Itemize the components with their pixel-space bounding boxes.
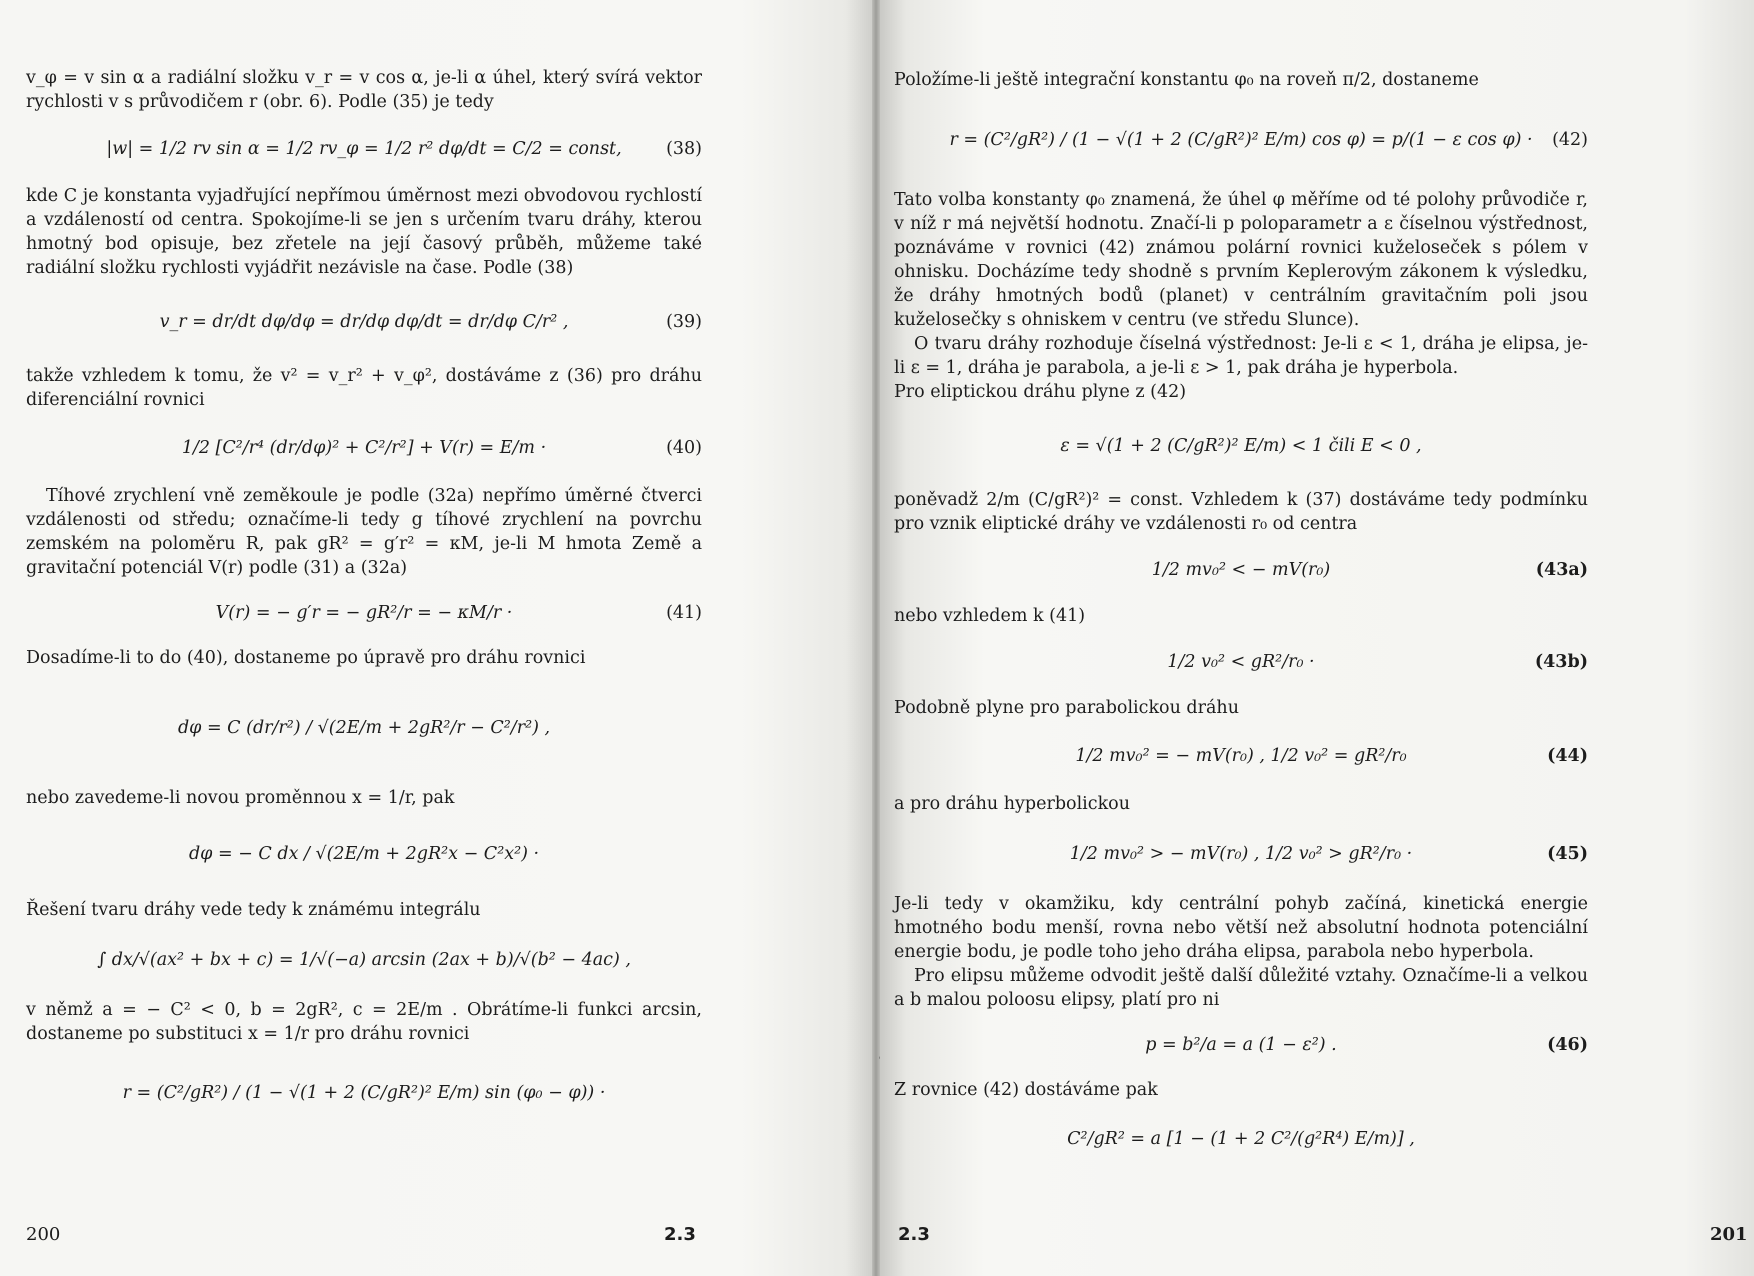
right-p11: Z rovnice (42) dostáváme pak: [894, 1080, 1158, 1100]
equation-epsilon-formula: ε = √(1 + 2 (C/gR²)² E/m) < 1 čili E < 0 ,: [1060, 436, 1422, 456]
equation-46-number: (46): [1547, 1035, 1588, 1055]
equation-46: [894, 1018, 1588, 1072]
equation-44-formula: 1/2 mv₀² = − mV(r₀) , 1/2 v₀² = gR²/r₀: [1075, 746, 1407, 766]
equation-46-formula: p = b²/a = a (1 − ε²) .: [1145, 1035, 1337, 1055]
right-p1: Položíme-li ještě integrační konstantu φ₀ na roveň π/2, dostaneme: [894, 70, 1479, 90]
equation-45-formula: 1/2 mv₀² > − mV(r₀) , 1/2 v₀² > gR²/r₀ ·: [1069, 844, 1413, 864]
equation-43a-formula: 1/2 mv₀² < − mV(r₀): [1151, 560, 1331, 580]
right-column: [894, 68, 1588, 1176]
right-p3: O tvaru dráhy rozhoduje číselná výstřednost: Je-li ε < 1, dráha je elipsa, je-li ε = 1, dráha je parabola, a je-li ε > 1, pak dráha je hyperbola.: [894, 334, 1588, 378]
left-section-number: 2.3: [664, 1224, 696, 1245]
equation-44: [894, 726, 1588, 786]
equation-43b-number: (43b): [1534, 652, 1588, 672]
equation-41: [26, 586, 702, 640]
equation-42-formula: r = (C²/gR²) / (1 − √(1 + 2 (C/gR²)² E/m) cos φ) = p/(1 − ε cos φ) ·: [949, 130, 1533, 150]
right-p8: a pro dráhu hyperbolickou: [894, 794, 1130, 814]
equation-42-number: (42): [1552, 130, 1588, 150]
left-p5: Dosadíme-li to do (40), dostaneme po úpravě pro dráhu rovnici: [26, 648, 586, 668]
equation-43a: [894, 542, 1588, 598]
equation-39-formula: v_r = dr/dt dφ/dφ = dr/dφ dφ/dt = dr/dφ C/r² ,: [159, 312, 569, 332]
equation-38-formula: |w| = 1/2 rv sin α = 1/2 rv_φ = 1/2 r² dφ/dt = C/2 = const,: [106, 139, 622, 159]
equation-44-number: (44): [1547, 746, 1588, 766]
equation-42: [894, 98, 1588, 182]
equation-39: [26, 286, 702, 358]
equation-dphi-2-formula: dφ = − C dx / √(2E/m + 2gR²x − C²x²) ·: [188, 844, 540, 864]
equation-integral-formula: ∫ dx/√(ax² + bx + c) = 1/√(−a) arcsin (2ax + b)/√(b² − 4ac) ,: [97, 950, 631, 970]
right-p6: nebo vzhledem k (41): [894, 606, 1086, 626]
equation-41-formula: V(r) = − g′r = − gR²/r = − κM/r ·: [215, 603, 513, 623]
left-page-number: 200: [26, 1224, 61, 1245]
left-p3: takže vzhledem k tomu, že v² = v_r² + v_φ², dostáváme z (36) pro dráhu diferenciální rovnici: [26, 366, 702, 410]
right-p7: Podobně plyne pro parabolickou dráhu: [894, 698, 1239, 718]
equation-45-number: (45): [1547, 844, 1588, 864]
equation-40: [26, 418, 702, 478]
left-p7: Řešení tvaru dráhy vede tedy k známému integrálu: [26, 900, 481, 920]
equation-dphi-1: [26, 676, 702, 780]
equation-43b: [894, 634, 1588, 690]
right-page-number: 201: [1710, 1224, 1748, 1245]
right-p9: Je-li tedy v okamžiku, kdy centrální pohyb začíná, kinetická energie hmotného bodu menší, rovna nebo větší než absolutní hodnota potenciální energie bodu, je podle toho jeho dráha elipsa, parabola nebo hyperbola.: [894, 894, 1588, 962]
left-p6: nebo zavedeme-li novou proměnnou x = 1/r, pak: [26, 788, 455, 808]
equation-dphi-1-formula: dφ = C (dr/r²) / √(2E/m + 2gR²/r − C²/r²) ,: [177, 718, 551, 738]
bleed-through-margin: [1664, 60, 1754, 1220]
equation-r-sin-formula: r = (C²/gR²) / (1 − √(1 + 2 (C/gR²)² E/m) sin (φ₀ − φ)) ·: [122, 1083, 606, 1103]
equation-38-number: (38): [666, 139, 702, 159]
equation-last: [894, 1108, 1588, 1170]
right-section-number: 2.3: [898, 1224, 930, 1245]
equation-40-number: (40): [666, 438, 702, 458]
left-p8: v němž a = − C² < 0, b = 2gR², c = 2E/m . Obrátíme-li funkci arcsin, dostaneme po substituci x = 1/r pro dráhu rovnici: [26, 1000, 702, 1044]
left-p4: Tíhové zrychlení vně zeměkoule je podle (32a) nepřímo úměrné čtverci vzdálenosti od středu; označíme-li tedy g tíhové zrychlení na povrchu zemském na poloměru R, pak gR² = g′r² = κM, je-li M hmota Země a gravitační potenciál V(r) podle (31) a (32a): [26, 486, 702, 578]
left-column: [26, 66, 702, 1140]
equation-40-formula: 1/2 [C²/r⁴ (dr/dφ)² + C²/r²] + V(r) = E/m ·: [181, 438, 547, 458]
equation-45: [894, 822, 1588, 886]
right-page: [880, 0, 1754, 1276]
equation-last-formula: C²/gR² = a [1 − (1 + 2 C²/(g²R⁴) E/m)] ,: [1067, 1129, 1415, 1149]
equation-integral: [26, 928, 702, 992]
equation-41-number: (41): [666, 603, 702, 623]
equation-epsilon: [894, 410, 1588, 482]
equation-38: [26, 120, 702, 178]
left-p1: v_φ = v sin α a radiální složku v_r = v cos α, je-li α úhel, který svírá vektor rychlosti v s průvodičem r (obr. 6). Podle (35) je tedy: [26, 68, 702, 112]
equation-43b-formula: 1/2 v₀² < gR²/r₀ ·: [1167, 652, 1315, 672]
equation-r-sin: [26, 1052, 702, 1134]
right-p4: Pro eliptickou dráhu plyne z (42): [894, 382, 1187, 402]
right-p2: Tato volba konstanty φ₀ znamená, že úhel φ měříme od té polohy průvodiče r, v níž r má největší hodnotu. Značí-li p poloparametr a ε číselnou výstřednost, poznáváme v rovnici (42) známou polární rovnici kuželoseček s pólem v ohnisku. Docházíme tedy shodně s prvním Keplerovým zákonem k výsledku, že dráhy hmotných bodů (planet) v centrálním gravitačním poli jsou kuželosečky s ohniskem v centru (ve středu Slunce).: [894, 190, 1588, 330]
right-p10: Pro elipsu můžeme odvodit ještě další důležité vztahy. Označíme-li a velkou a b malou poloosu elipsy, platí pro ni: [894, 966, 1588, 1010]
equation-43a-number: (43a): [1535, 560, 1588, 580]
left-page: [0, 0, 872, 1276]
equation-39-number: (39): [666, 312, 702, 332]
right-p5: poněvadž 2/m (C/gR²)² = const. Vzhledem k (37) dostáváme tedy podmínku pro vznik eliptické dráhy ve vzdálenosti r₀ od centra: [894, 490, 1588, 534]
left-p2: kde C je konstanta vyjadřující nepřímou úměrnost mezi obvodovou rychlostí a vzdáleností od centra. Spokojíme-li se jen s určením tvaru dráhy, kterou hmotný bod opisuje, bez zřetele na její časový průběh, můžeme také radiální složku rychlosti vyjádřit nezávisle na čase. Podle (38): [26, 186, 702, 278]
equation-dphi-2: [26, 816, 702, 892]
